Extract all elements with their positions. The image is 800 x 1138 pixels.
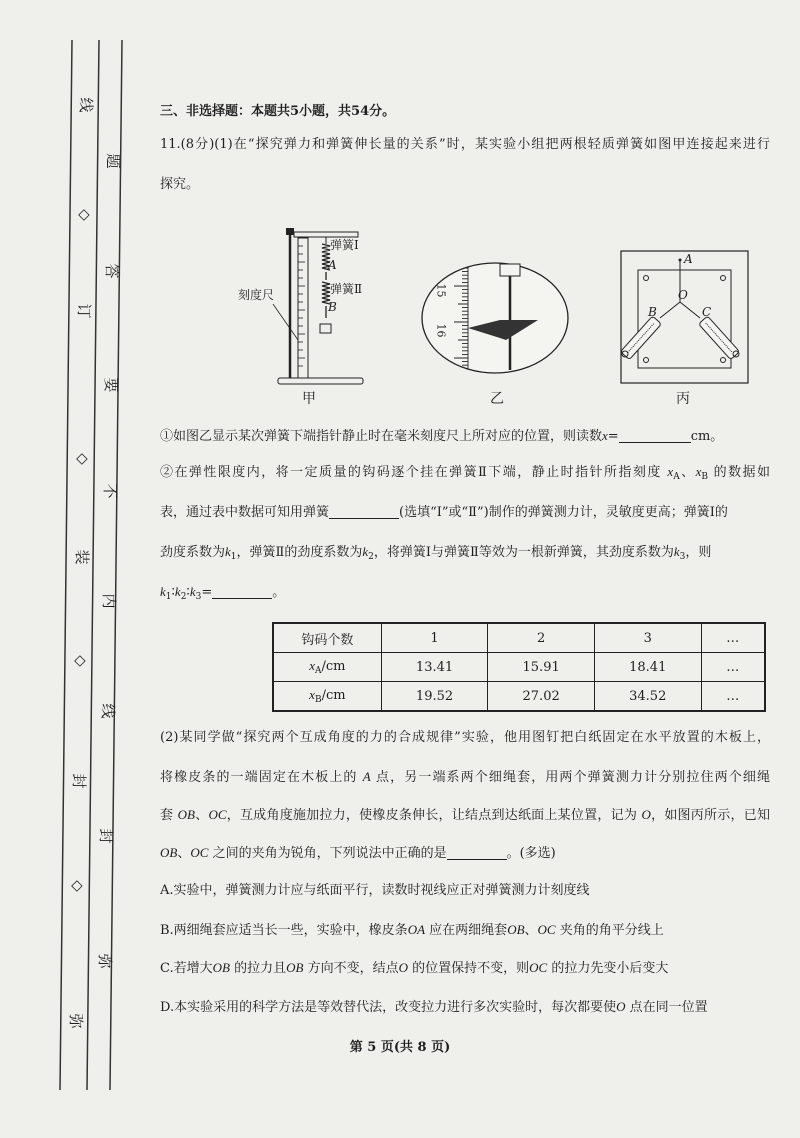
- var: x: [667, 464, 674, 479]
- page-footer: 第 5 页(共 8 页): [349, 1040, 451, 1055]
- var: OB: [160, 845, 178, 860]
- margin-char: 装: [73, 549, 91, 565]
- table-cell: 27.02: [488, 682, 595, 712]
- caption-bing: 丙: [676, 391, 690, 407]
- diamond-icon: ◇: [69, 880, 87, 892]
- sub: A: [315, 666, 322, 676]
- label-bing-b: B: [648, 305, 657, 319]
- option-d: [160, 996, 770, 1019]
- table-cell: 15.91: [488, 653, 595, 682]
- var: k: [362, 544, 369, 559]
- caption-yi: 乙: [490, 391, 504, 407]
- answer-blank-spring[interactable]: [329, 503, 399, 519]
- text: 的拉力且: [234, 961, 287, 976]
- var: OC: [529, 960, 548, 975]
- var: x: [695, 464, 702, 479]
- var: OB: [286, 960, 304, 975]
- text: 表，通过表中数据可知用弹簧: [160, 505, 330, 520]
- table-cell: 13.41: [381, 653, 488, 682]
- option-c: [160, 957, 770, 980]
- text: ②在弹性限度内，将一定质量的钩码逐个挂在弹簧Ⅱ下端，静止时指针所指刻度: [160, 465, 662, 480]
- figure-bing-force-board: [620, 250, 750, 385]
- text: 应在两细绳套: [429, 923, 508, 938]
- table-cell: …: [701, 682, 765, 712]
- text: 、: [194, 808, 209, 823]
- sub-question-2-line1: [160, 461, 770, 488]
- sub: 1: [165, 592, 172, 602]
- text: 夹角的角平分线上: [559, 923, 664, 938]
- label-spring-2: 弹簧Ⅱ: [330, 282, 363, 296]
- table-row: [273, 653, 765, 682]
- margin-char: 线: [99, 703, 117, 719]
- answer-blank-x[interactable]: [619, 427, 691, 443]
- part2-line2: [160, 766, 770, 789]
- text: 。(多选): [506, 846, 556, 861]
- table-cell: 18.41: [594, 653, 701, 682]
- margin-char: 弥: [96, 953, 114, 969]
- row-label: [273, 653, 381, 682]
- sub-question-2-line2: [160, 502, 770, 524]
- diamond-icon: ◇: [74, 453, 92, 465]
- sub: A: [673, 472, 680, 482]
- var: x: [602, 428, 608, 443]
- margin-char: 线: [77, 97, 95, 113]
- sub: 2: [368, 552, 374, 562]
- margin-char: 答: [103, 263, 121, 279]
- sub: B: [314, 695, 322, 705]
- sub: 1: [230, 552, 237, 562]
- text: 、: [679, 465, 696, 480]
- label-bing-c: C: [702, 305, 712, 319]
- table-header: 钩码个数: [273, 623, 381, 653]
- margin-char: 内: [100, 593, 118, 609]
- margin-char: 要: [102, 377, 120, 393]
- text: /cm: [321, 688, 346, 703]
- text: 、: [177, 846, 191, 861]
- text: 的数据如: [713, 465, 770, 480]
- text: /cm: [321, 659, 346, 674]
- var: O: [616, 999, 626, 1014]
- row-label: [273, 682, 381, 712]
- answer-blank-options[interactable]: [447, 844, 507, 860]
- text: 套: [160, 808, 174, 823]
- text: =: [607, 429, 619, 444]
- table-row: [273, 682, 765, 712]
- diamond-icon: ◇: [72, 655, 90, 667]
- text: 方向不变，结点: [307, 961, 399, 976]
- margin-char: 题: [104, 153, 122, 169]
- tick-label-15: 15: [434, 283, 448, 298]
- text: 之间的夹角为锐角，下列说法中正确的是: [212, 846, 447, 861]
- margin-char: 封: [97, 828, 115, 844]
- text: 的位置保持不变，则: [412, 961, 530, 976]
- tick-label-16: 16: [434, 323, 448, 338]
- var: x: [309, 687, 315, 702]
- text: B.两细绳套应适当长一些，实验中，橡皮条: [160, 923, 408, 938]
- data-table: [272, 622, 766, 712]
- table-cell: 19.52: [381, 682, 488, 712]
- question-11-intro-cont: 探究。: [160, 177, 200, 192]
- table-header: 1: [381, 623, 488, 653]
- text: ，弹簧Ⅱ的劲度系数为: [236, 545, 363, 560]
- sub: 3: [679, 552, 686, 562]
- figure-jia-spring-stand: [270, 220, 380, 390]
- margin-char: 不: [101, 483, 119, 499]
- table-header: 3: [594, 623, 701, 653]
- sub-question-2-line4: [160, 581, 770, 608]
- var: OC: [208, 807, 227, 822]
- text: D.本实验采用的科学方法是等效替代法，改变拉力进行多次实验时，每次都要使: [160, 1000, 617, 1015]
- table-header: …: [701, 623, 765, 653]
- var: OB: [212, 960, 230, 975]
- question-11-intro: 11.(8分)(1)在“探究弹力和弹簧伸长量的关系”时，某实验小组把两根轻质弹簧如图甲连接起来进行: [160, 137, 770, 152]
- sub-question-2-line3: [160, 541, 770, 568]
- margin-char: 订: [75, 303, 93, 319]
- section-heading: 三、非选择题：本题共5小题，共54分。: [160, 104, 396, 119]
- label-point-b: B: [328, 300, 337, 314]
- caption-jia: 甲: [302, 391, 316, 407]
- var: A: [362, 769, 371, 784]
- figure-yi-ruler-reading: [420, 262, 570, 374]
- text: 劲度系数为: [160, 545, 226, 560]
- table-header-row: [273, 623, 765, 653]
- var: O: [641, 807, 651, 822]
- label-bing-o: O: [678, 288, 688, 302]
- text: ，互成角度施加拉力，使橡皮条伸长，让结点到达纸面上某位置，记为: [226, 808, 638, 823]
- text: =: [201, 585, 213, 600]
- text: cm。: [690, 429, 724, 444]
- var: k: [174, 584, 181, 599]
- text: 将橡皮条的一端固定在木板上的: [160, 770, 358, 785]
- text: ∶: [171, 585, 175, 600]
- table-header: 2: [488, 623, 595, 653]
- table-cell: 34.52: [594, 682, 701, 712]
- label-point-a: A: [328, 258, 337, 272]
- var: k: [225, 544, 231, 559]
- text: ，则: [685, 545, 712, 560]
- var: OC: [537, 922, 556, 937]
- option-b: [160, 919, 770, 942]
- var: OB: [507, 922, 525, 937]
- text: ，将弹簧Ⅰ与弹簧Ⅱ等效为一根新弹簧，其劲度系数为: [373, 545, 674, 560]
- binding-margin-lines: [0, 0, 150, 1138]
- var: OC: [190, 845, 209, 860]
- sub: 3: [195, 592, 202, 602]
- label-spring-1: 弹簧Ⅰ: [330, 238, 359, 252]
- text: ①如图乙显示某次弹簧下端指针静止时在毫米刻度尺上所对应的位置，则读数: [160, 429, 603, 444]
- var: k: [160, 584, 166, 599]
- text: 点在同一位置: [629, 1000, 708, 1015]
- sub-question-1: [160, 425, 770, 448]
- table-cell: …: [701, 653, 765, 682]
- label-ruler: 刻度尺: [238, 288, 275, 302]
- text: (选填“Ⅰ”或“Ⅱ”)制作的弹簧测力计，灵敏度更高；弹簧Ⅰ的: [399, 505, 728, 520]
- option-a: A.实验中，弹簧测力计应与纸面平行，读数时视线应正对弹簧测力计刻度线: [160, 883, 590, 898]
- text: ，如图丙所示，已知: [650, 808, 770, 823]
- text: C.若增大: [160, 961, 213, 976]
- part2-line1: (2)某同学做“探究两个互成角度的力的合成规律”实验，他用图钉把白纸固定在水平放置的木板上，: [160, 730, 770, 745]
- var: O: [398, 960, 409, 975]
- text: 、: [524, 923, 538, 938]
- var: k: [673, 544, 680, 559]
- var: k: [189, 584, 196, 599]
- var: OB: [177, 807, 195, 822]
- sub: 2: [180, 592, 187, 602]
- diamond-icon: ◇: [76, 209, 94, 221]
- part2-line4: [160, 842, 770, 865]
- margin-char: 弥: [67, 1013, 85, 1029]
- text: 的拉力先变小后变大: [551, 961, 669, 976]
- text: ∶: [186, 585, 190, 600]
- margin-char: 封: [70, 773, 88, 789]
- text: 点，另一端系两个细绳套，用两个弹簧测力计分别拉住两个细绳: [376, 770, 770, 785]
- label-bing-a: A: [684, 252, 693, 266]
- var: OA: [407, 922, 426, 937]
- answer-blank-ratio[interactable]: [212, 583, 272, 599]
- sub: B: [701, 472, 709, 482]
- text: 。: [272, 585, 286, 600]
- var: x: [309, 658, 315, 673]
- part2-line3: [160, 804, 770, 827]
